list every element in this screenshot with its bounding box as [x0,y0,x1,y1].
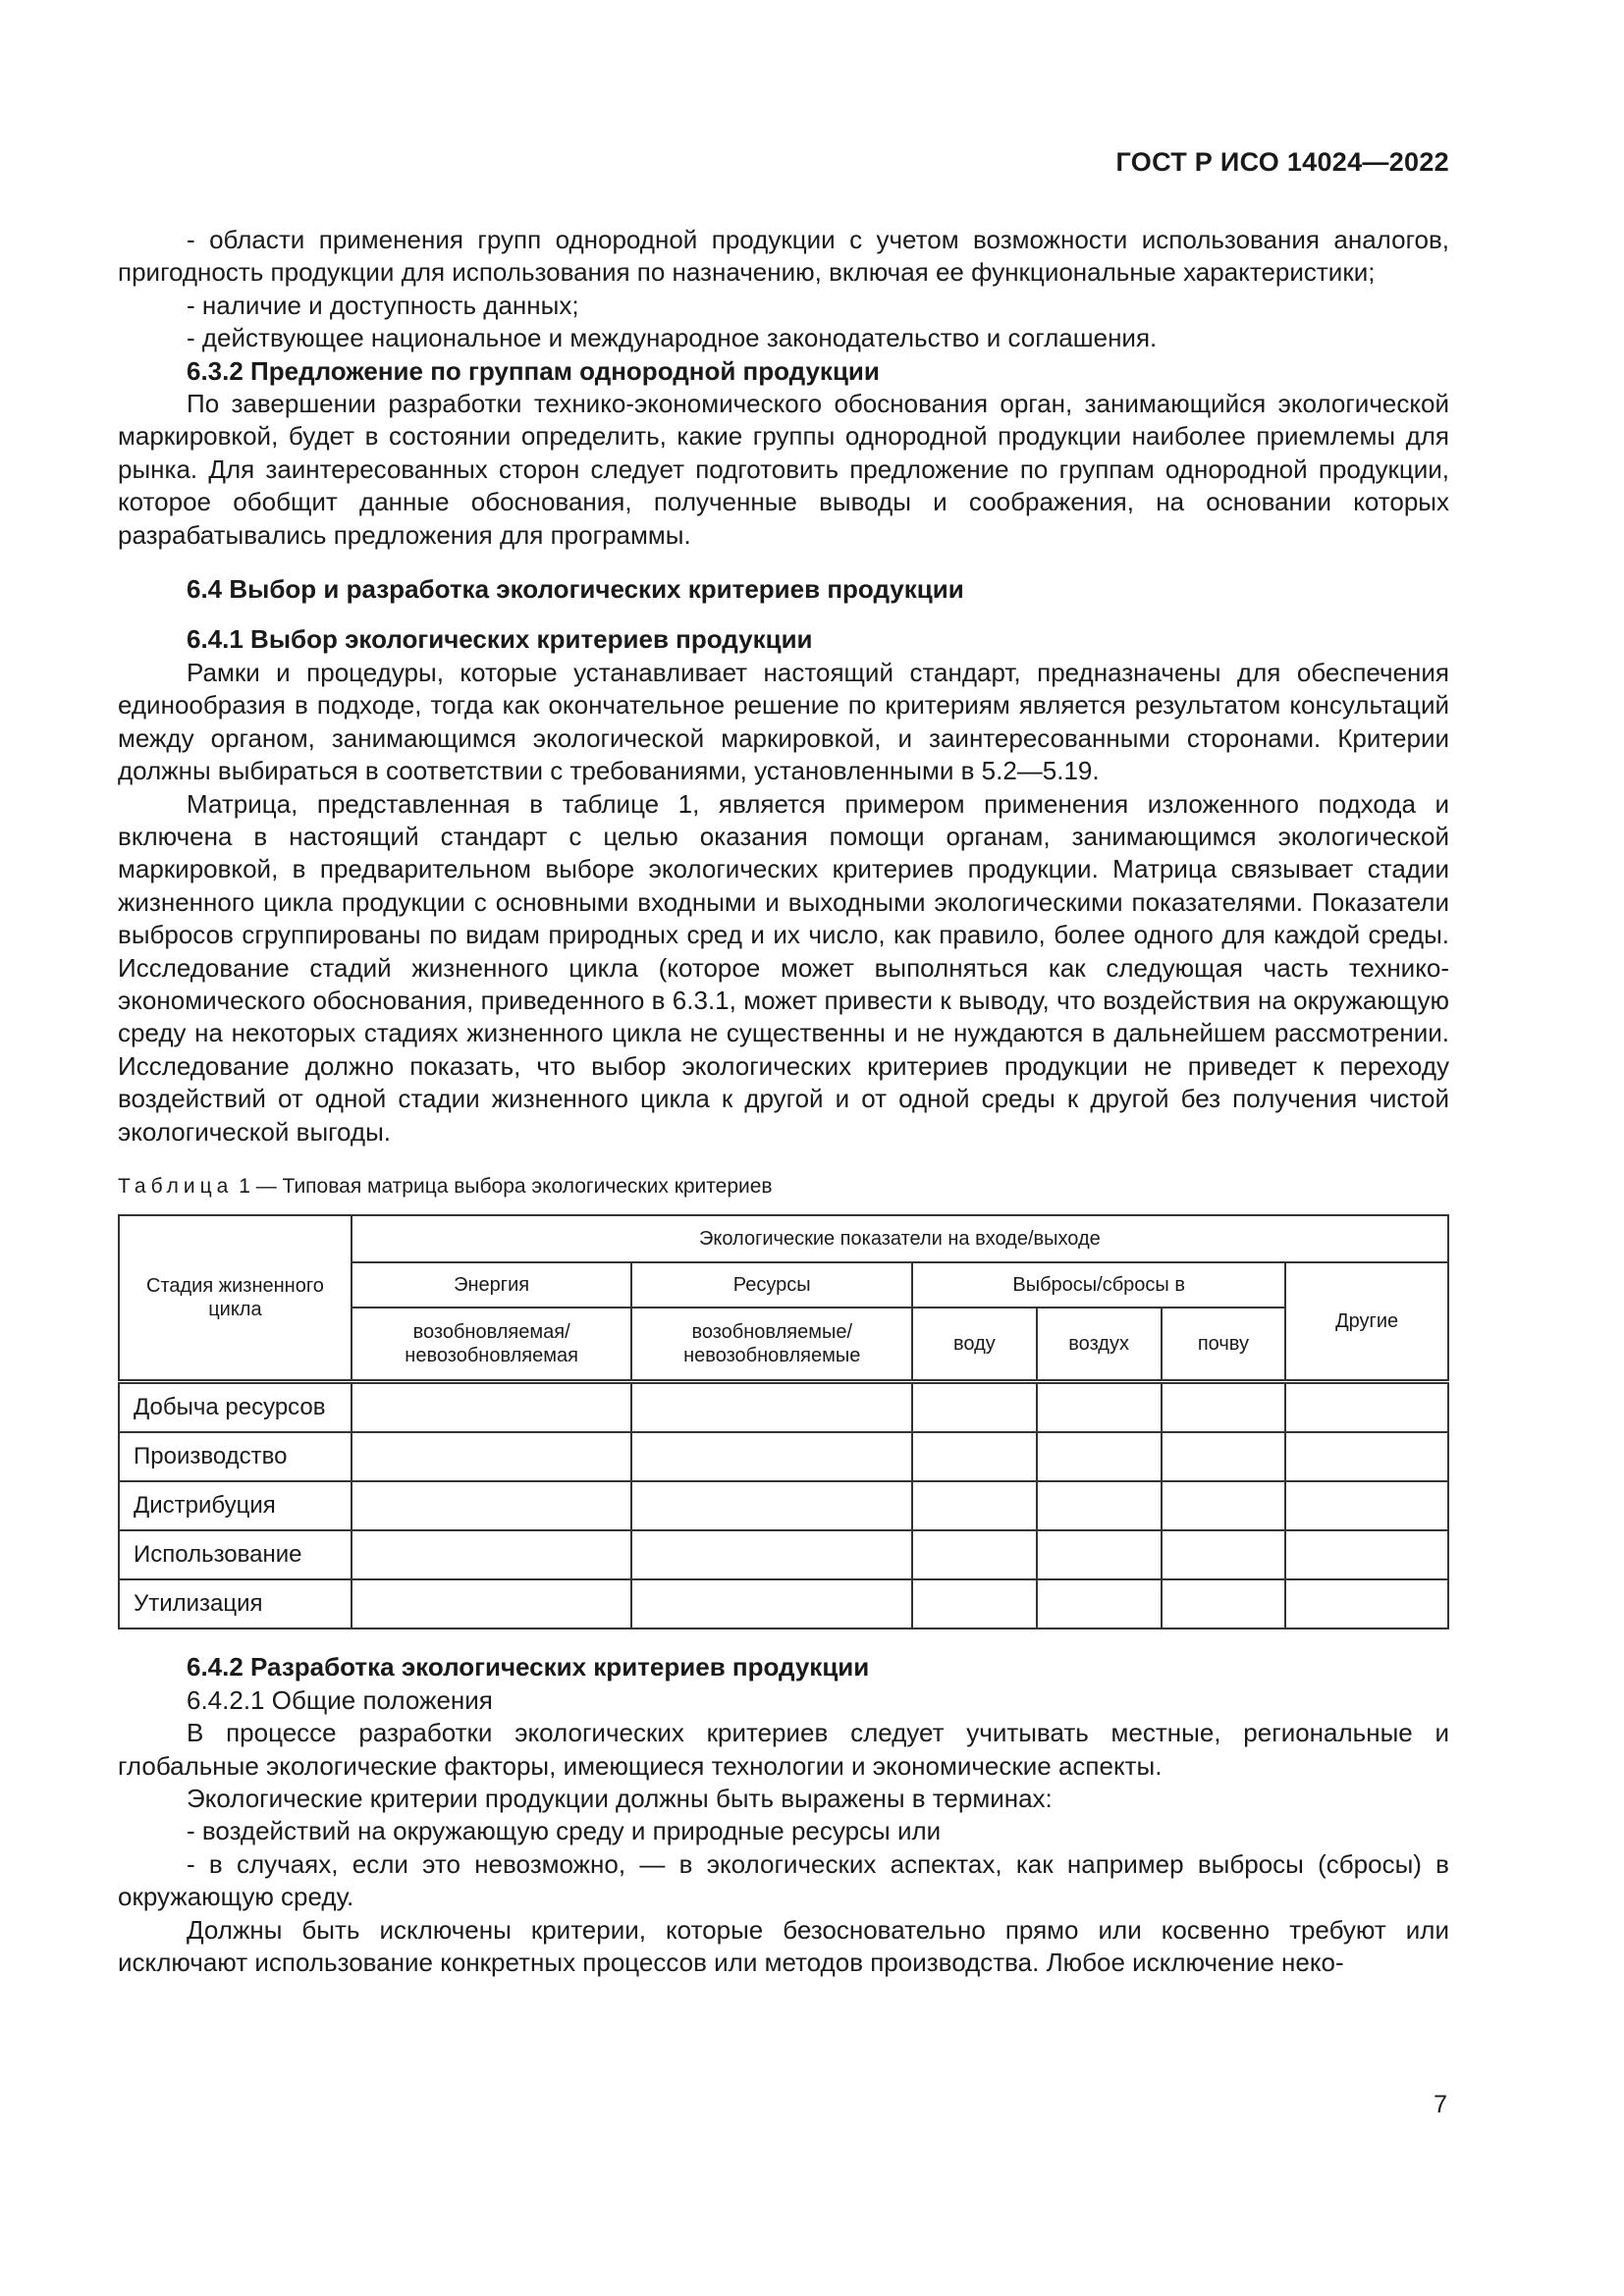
paragraph-6-4-1-a: Рамки и процедуры, которые устанавливает настоящий стандарт, предназначены для обеспечения единообразия в подходе, тогда как окончательное решение по критериям является результатом консультаций между органом, занимающимся экологической маркировкой, и заинтересованными сторонами. Критерии должны выбираться в соответствии с требованиями, установленными в 5.2—5.19. [118,657,1449,786]
paragraph-6-3-2: По завершении разработки технико-экономического обоснования орган, занимающийся экологической маркировкой, будет в состоянии определить, какие группы однородной продукции наиболее приемлемы для рынка. Для заинтересованных сторон следует подготовить предложение по группам однородной продукции, которое обобщит данные обоснования, полученные выводы и соображения, на основании которых разрабатывались предложения для программы. [118,389,1449,550]
heading-6-4-1: 6.4.1 Выбор экологических критериев продукции [187,624,813,655]
other-header: Другие [1285,1262,1448,1382]
soil-subheader: почву [1162,1308,1286,1382]
table-caption-word: Таблица [118,1174,234,1198]
paragraph-6-4-2-c: Должны быть исключены критерии, которые безосновательно прямо или косвенно требуют или исключают использование конкретных процессов или методов производства. Любое исключение неко- [118,1914,1449,1978]
stage-cell: Утилизация [119,1579,352,1629]
page-number: 7 [1434,2091,1447,2118]
indicators-group-header: Экологические показатели на входе/выходе [352,1215,1448,1262]
resources-header: Ресурсы [631,1262,912,1308]
energy-subheader: возобновляемая/ невозобновляемая [352,1308,632,1382]
list-item-1: - воздействий на окружающую среду и природные ресурсы или [187,1816,942,1846]
subheading-6-4-2-1: 6.4.2.1 Общие положения [187,1684,493,1715]
table-row [119,1432,1448,1481]
paragraph-6-4-2-b: Экологические критерии продукции должны быть выражены в терминах: [187,1784,1053,1813]
air-subheader: воздух [1037,1308,1162,1382]
table-caption [118,1170,1449,1202]
emissions-header: Выбросы/сбросы в [912,1262,1285,1308]
heading-6-4: 6.4 Выбор и разработка экологических критериев продукции [187,574,964,605]
stage-cell: Дистрибуция [119,1481,352,1530]
table-row [119,1579,1448,1629]
stage-column-header: Стадия жизненного цикла [119,1215,352,1382]
energy-header: Энергия [352,1262,632,1308]
criteria-matrix-table [118,1214,1449,1629]
intro-item-1: - области применения групп однородной продукции с учетом возможности использования аналогов, пригодность продукции для использования по назначению, включая ее функциональные характеристики; [118,225,1449,288]
heading-6-4-2: 6.4.2 Разработка экологических критериев продукции [187,1652,870,1682]
stage-cell: Добыча ресурсов [119,1382,352,1433]
table-row [119,1481,1448,1530]
intro-item-2: - наличие и доступность данных; [187,290,579,320]
list-item-2: - в случаях, если это невозможно, — в экологических аспектах, как например выбросы (сбросы) в окружающую среду. [118,1848,1449,1912]
table-row [119,1382,1448,1433]
resources-subheader: возобновляемые/ невозобновляемые [631,1308,912,1382]
stage-cell: Производство [119,1432,352,1481]
intro-item-3: - действующее национальное и международное законодательство и соглашения. [187,323,1158,353]
stage-cell: Использование [119,1530,352,1579]
water-subheader: воду [912,1308,1037,1382]
table-row [119,1530,1448,1579]
heading-6-3-2: 6.3.2 Предложение по группам однородной продукции [187,355,880,386]
paragraph-6-4-2-a: В процессе разработки экологических критериев следует учитывать местные, региональные и глобальные экологические факторы, имеющиеся технологии и экономические аспекты. [118,1718,1449,1781]
table-caption-text: 1 — Типовая матрица выбора экологических критериев [239,1174,773,1198]
paragraph-6-4-1-b: Матрица, представленная в таблице 1, является примером применения изложенного подхода и включена в настоящий стандарт с целью оказания помощи органам, занимающимся экологической маркировкой, в предварительном выборе экологических критериев продукции. Матрица связывает стадии жизненного цикла продукции с основными входными и выходными экологическими показателями. Показатели выбросов сгруппированы по видам природных сред и их число, как правило, более одного для каждой среды. Исследование стадий жизненного цикла (которое может выполняться как следующая часть технико-экономического обоснования, приведенного в 6.3.1, может привести к выводу, что воздействия на окружающую среду на некоторых стадиях жизненного цикла не существенны и не нуждаются в дальнейшем рассмотрении. Исследование должно показать, что выбор экологических критериев продукции не приведет к переходу воздействий от одной стадии жизненного цикла к другой и от одной среды к другой без получения чистой экологической выгоды. [118,788,1449,1147]
page-body [118,224,1449,1979]
section-6-4-2 [118,1651,1449,1979]
standard-number: ГОСТ Р ИСО 14024—2022 [1115,147,1449,177]
